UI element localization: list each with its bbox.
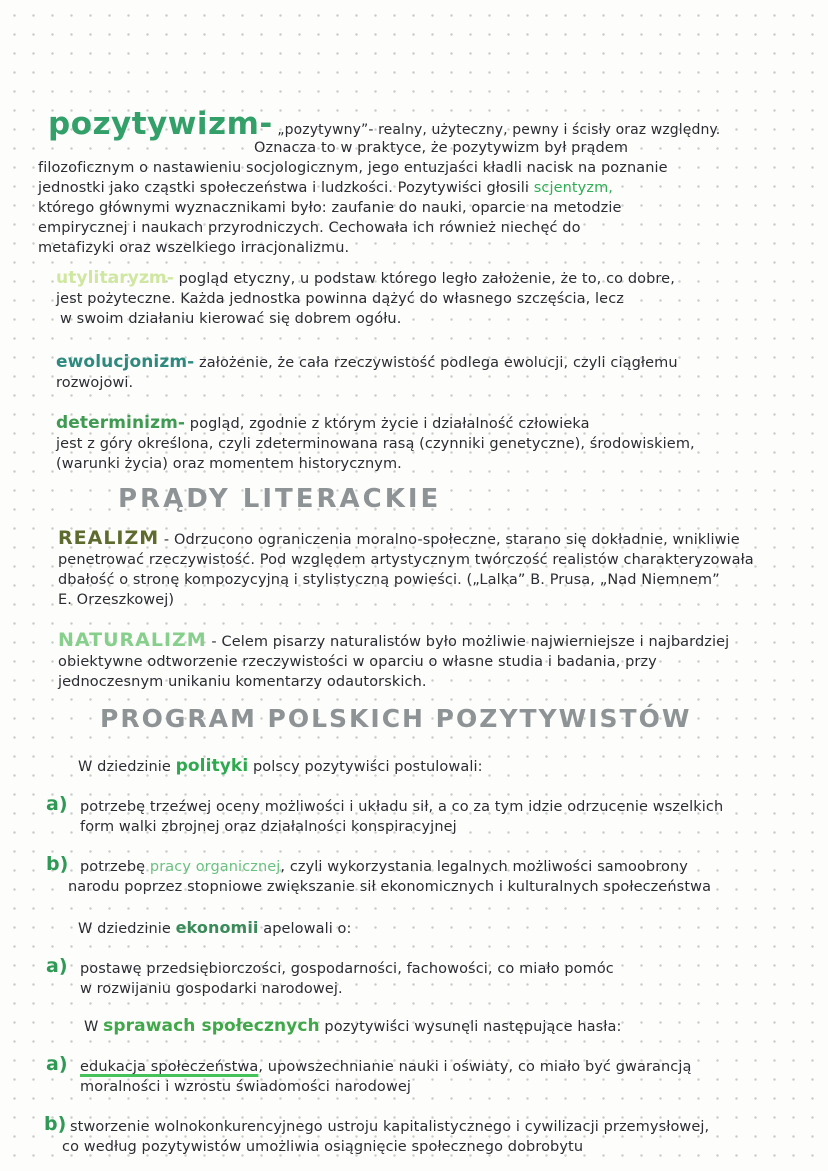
ekonomia-a-marker: a): [46, 955, 68, 977]
spoleczne-a-marker: a): [46, 1053, 68, 1075]
heading-program-polskich-pozytywistow: PROGRAM POLSKICH POZYTYWISTÓW: [100, 704, 692, 733]
term-sprawach-spolecznych: sprawach społecznych: [103, 1016, 320, 1036]
heading-prady-literackie: PRĄDY LITERACKIE: [118, 484, 442, 514]
realizm-definition: REALIZM - Odrzucono ograniczenia moralno-społeczne, starano się dokładnie, wnikliwie penetrować rzeczywistość. Pod względem artystycznym twórczość realistów charakteryzowała dbałość o stronę kompozycyjną i stylistyczną powieści. („Lalka” B. Prusa, „Nad Niemnem” E. Orzeszkowej): [58, 527, 754, 608]
term-utilitaryzm: utylitaryzm-: [56, 268, 174, 288]
ekonomia-intro: W dziedzinie ekonomii apelowali o:: [78, 918, 352, 937]
spoleczne-b-marker: b): [44, 1113, 67, 1135]
polityka-b-marker: b): [46, 853, 69, 875]
polityka-a-marker: a): [46, 793, 68, 815]
term-naturalizm: NATURALIZM: [58, 629, 207, 651]
term-determinizm: determinizm-: [56, 413, 186, 433]
spoleczne-intro: W sprawach społecznych pozytywiści wysunęli następujące hasła:: [84, 1016, 622, 1036]
ewolucjonizm-definition: ewolucjonizm- założenie, że cała rzeczywistość podlega ewolucji, czyli ciągłemu rozwojowi.: [56, 352, 678, 391]
utilitaryzm-definition: utylitaryzm- pogląd etyczny, u podstaw którego legło założenie, że to, co dobre, jest pożyteczne. Każda jednostka powinna dążyć do własnego szczęścia, lecz w swoim działaniu kierować się dobrem ogółu.: [56, 268, 675, 327]
edukacja-spoleczenstwa-term: edukacja społeczeństwa: [80, 1059, 259, 1075]
polityka-point-b: potrzebę pracy organicznej, czyli wykorzystania legalnych możliwości samoobrony narodu poprzez stopniowe zwiększanie sił ekonomicznych i kulturalnych społeczeństwa: [68, 859, 712, 895]
polityka-intro: W dziedzinie polityki polscy pozytywiści postulowali:: [78, 756, 483, 776]
term-polityki: polityki: [175, 756, 249, 776]
term-pozytywizm: pozytywizm-: [48, 106, 273, 142]
term-ekonomii: ekonomii: [175, 918, 259, 937]
spoleczne-point-b: stworzenie wolnokonkurencyjnego ustroju kapitalistycznego i cywilizacji przemysłowej, co według pozytywistów umożliwia osiągnięcie społecznego dobrobytu: [62, 1119, 710, 1155]
pozytywizm-definition: pozytywizm- „pozytywny”- realny, użyteczny, pewny i ścisły oraz względny. Oznacza to w praktyce, że pozytywizm był prądem filozoficznym o nastawieniu socjologicznym, jego entuzjaści kładli nacisk na poznanie jednostki jako cząstki społeczeństwa i ludzkości. Pozytywiści głosili scjentyzm, którego głównymi wyznacznikami było: zaufanie do nauki, oparcie na metodzie empirycznej i naukach przyrodniczych. Cechowała ich również niechęć do metafizyki oraz wszelkiego irracjonalizmu.: [38, 106, 721, 256]
term-ewolucjonizm: ewolucjonizm-: [56, 352, 195, 372]
scjentyzm-term: scjentyzm,: [533, 180, 614, 196]
polityka-point-a: potrzebę trzeźwej oceny możliwości i układu sił, a co za tym idzie odrzucenie wszelkich form walki zbrojnej oraz działalności konspiracyjnej: [80, 799, 724, 835]
naturalizm-definition: NATURALIZM - Celem pisarzy naturalistów było możliwie najwierniejsze i najbardziej obiektywne odtworzenie rzeczywistości w oparciu o własne studia i badania, przy jednoczesnym unikaniu komentarzy odautorskich.: [58, 629, 730, 690]
spoleczne-point-a: edukacja społeczeństwa, upowszechnianie nauki i oświaty, co miało być gwarancją moralności i wzrostu świadomości narodowej: [80, 1059, 692, 1095]
ekonomia-point-a: postawę przedsiębiorczości, gospodarności, fachowości, co miało pomóc w rozwijaniu gospodarki narodowej.: [80, 961, 614, 997]
praca-organiczna-term: pracy organicznej: [149, 859, 281, 875]
term-realizm: REALIZM: [58, 527, 160, 549]
determinizm-definition: determinizm- pogląd, zgodnie z którym życie i działalność człowieka jest z góry określona, czyli zdeterminowana rasą (czynniki genetyczne), środowiskiem, (warunki życia) oraz momentem historycznym.: [56, 413, 695, 472]
